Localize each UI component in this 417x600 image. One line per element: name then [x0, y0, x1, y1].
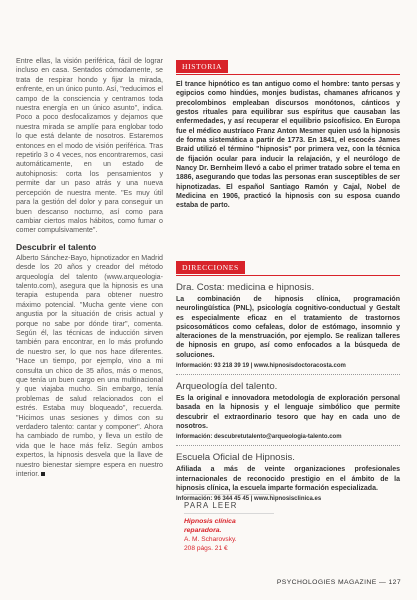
direcciones-section-tab: DIRECCIONES — [176, 261, 245, 274]
historia-box — [176, 56, 400, 211]
para-leer-box — [184, 494, 274, 553]
historia-rule — [176, 74, 400, 75]
historia-section-tab: HISTORIA — [176, 60, 228, 73]
historia-text: El trance hipnótico es tan antiguo como el hombre: tanto persas y egipcios como hindúes, monjes budistas, chamanes africanos y precolombinos empleaban discursos monótonos, cánticos y gestos rituales para equilibrar sus espíritus que causaban las enfermedades, y así recuperar el equilibrio psicofísico. En Europa fue el médico austríaco Franz Anton Mesmer quien usó la hipnosis de forma sistemática a partir de 1773. En 1841, el escocés James Braid utilizó el término "hipnosis" por primera vez, con la técnica de fijación ocular para inducir la relajación, y el neurólogo de Nancy Dr. Bernheim llevó a cabo el primer tratado sobre el tema en 1886, asegurando que todas las personas eran susceptibles de ser hipnotizadas. El español Santiago Ramón y Cajal, Nobel de Medicina en 1906, practicó la hipnosis con su esposa cuando estaba de parto. — [176, 81, 400, 210]
book-meta: 208 págs. 21 € — [184, 544, 228, 552]
direccion-item — [176, 282, 400, 370]
direccion-body: Afiliada a más de veinte organizaciones profesionales internacionales de reconocido prestigio en el ámbito de la hipnosis clínica, la escuela imparte formación especializada. — [176, 466, 400, 492]
direccion-info: Información: descubretutalento@arqueologia-talento.com — [176, 434, 342, 441]
body-paragraph-2 — [16, 254, 163, 480]
left-column — [16, 57, 163, 479]
direccion-item — [176, 381, 400, 441]
book-title: Hipnosis clínica reparadora. — [184, 518, 236, 534]
direccion-body: La combinación de hipnosis clínica, programación neurolingüística (PNL), psicología cognitivo-conductual y Gestalt es especialmente eficaz en el tratamiento de trastornos psicosomáticos como cefaleas, dolor de estómago, insomnio y alteraciones de la menstruación, por ejemplo. Se realizan talleres de hipnosis en grupo, así como enfocados a la búsqueda de soluciones. — [176, 296, 400, 359]
direccion-title: Arqueología del talento. — [176, 381, 278, 393]
end-of-article-mark — [41, 472, 45, 476]
subhead-descubrir-talento: Descubrir el talento — [16, 241, 97, 252]
footer-separator: — — [378, 579, 387, 586]
direccion-title: Dra. Costa: medicina e hipnosis. — [176, 282, 315, 293]
body-paragraph-1: Entre ellas, la visión periférica, fácil de lograr incluso en casa. Sentados cómodamente, se trata de respirar hondo y fijar la mirada, enfrente, en un único punto. Así, "reducimos el campo de la consciencia y centramos toda nuestra energía en un único asunto", indica. Poco a poco desfocalizamos y dejamos que nuestra mirada se amplíe para englobar todo lo que está delante de nosotros. Estaremos entonces en el modo de visión periférica. Tras repetirlo 3 o 4 veces, nos encontraremos, casi automáticamente, en un estado de autohipnosis: corta los pensamientos y permite dar un paso atrás y una nueva percepción de nuestra mente. "Es muy útil para la gestión del dolor y para conseguir un buen descanso nocturno, así como para cambiar ciertos malos hábitos, como fumar o comer compulsivamente". — [16, 57, 163, 235]
direcciones-rule — [176, 275, 400, 276]
direcciones-box — [176, 257, 400, 503]
direccion-title: Escuela Oficial de Hipnosis. — [176, 452, 295, 464]
direccion-info: Información: 96 344 45 45 | www.hipnosisclinica.es — [176, 496, 322, 503]
direccion-info: Información: 93 218 39 19 | www.hipnosisdoctoracosta.com — [176, 363, 346, 370]
right-column — [176, 52, 400, 503]
book-author: A. M. Scharovsky. — [184, 536, 237, 544]
page-footer — [277, 579, 401, 586]
para-leer-label: PARA LEER — [184, 501, 274, 514]
body-paragraph-2-text: Alberto Sánchez-Bayo, hipnotizador en Madrid desde los 20 años y creador del método arqueología del talento (www.arqueologia-talento.com), asegura que la hipnosis es una terapia estupenda para obtener nuestro máximo potencial. "Mucha gente viene con angustia por la situación de crisis actual y porque no sabe por dónde tirar", comenta. Según él, las técnicas de inducción sirven también para encontrar, en lo más profundo de nuestro ser, lo que nos hace diferentes. "Hace un tiempo, por ejemplo, vino a mi consulta un chico de 35 años, más o menos, que tenía un buen cargo en una multinacional y que viajaba mucho. Sin embargo, tenía problemas de salud relacionados con el estrés. Estaba muy bloqueado", recuerda. "Hicimos unas sesiones y dimos con su verdadero talento: cantar y componer". Ahora ha cambiado de rumbo, y lleva un estilo de vida que le hace más feliz. Según ambos expertos, la hipnosis desvela que la llave de nuestro bienestar siempre espera en nuestro interior. — [16, 253, 163, 479]
magazine-name: PSYCHOLOGIES MAGAZINE — [276, 579, 377, 586]
direccion-body: Es la original e innovadora metodología de exploración personal basada en la hipnosis y el lenguaje simbólico que permite descubrir el extraordinario tesoro que hay en cada uno de nosotros. — [176, 395, 400, 430]
dotted-divider — [176, 445, 400, 446]
page-number: 127 — [388, 579, 401, 586]
dotted-divider — [176, 374, 400, 375]
